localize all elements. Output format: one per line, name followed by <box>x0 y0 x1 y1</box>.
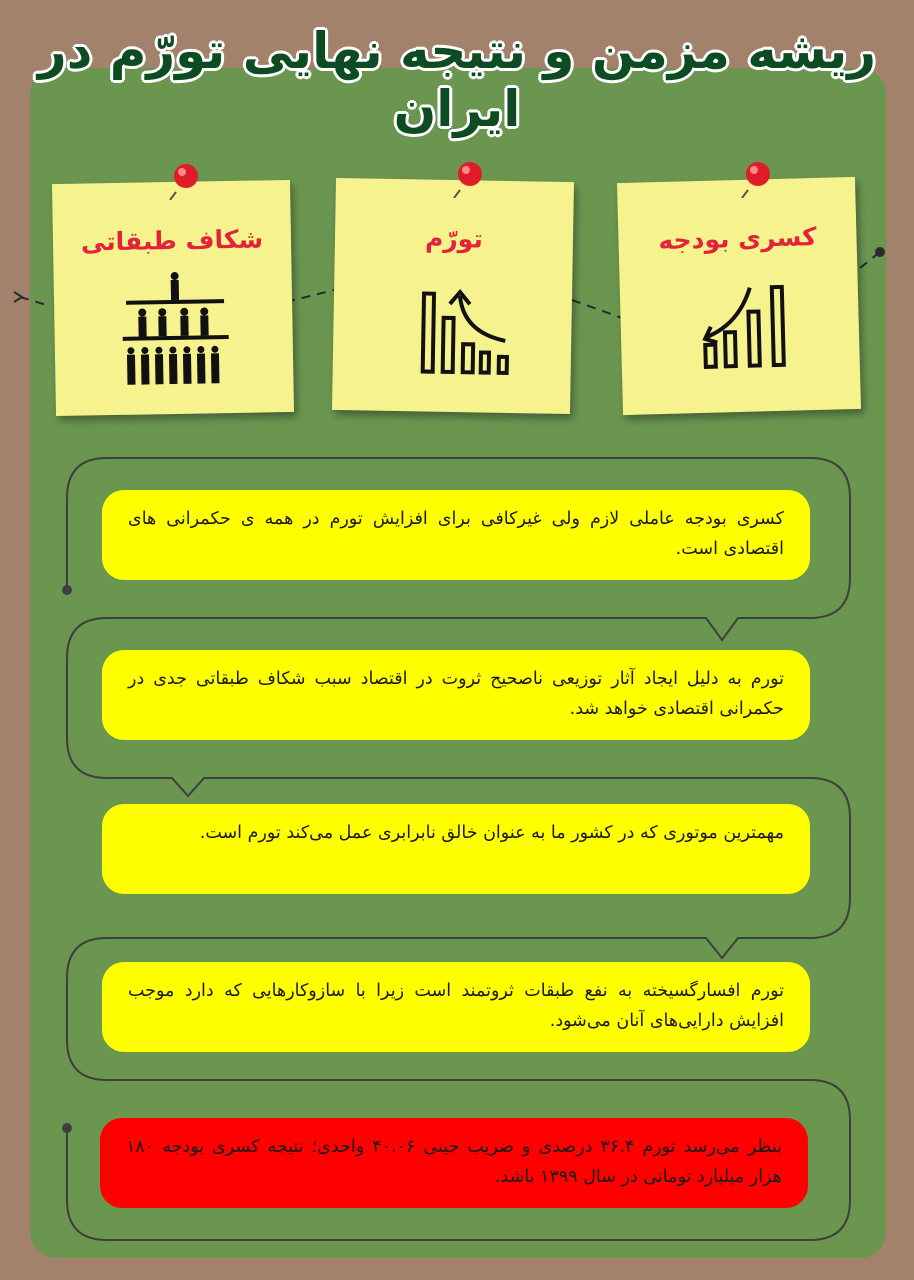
note-label: کسری بودجه <box>658 221 817 256</box>
people-pyramid-icon <box>120 269 232 389</box>
pushpin-icon <box>450 158 486 198</box>
note-class-gap <box>52 180 294 416</box>
pushpin-icon <box>738 158 774 198</box>
bars-up-arrow-icon <box>419 287 517 379</box>
statement-bubble <box>102 962 810 1052</box>
statement-text: تورم به دلیل ایجاد آثار توزیعی ناصحیح ثروت در اقتصاد سبب شکاف طبقاتی جدی در حکمرانی اقتصادی خواهد شد. <box>128 669 784 719</box>
note-budget-deficit <box>617 177 861 415</box>
statement-bubble <box>102 490 810 580</box>
statement-bubble <box>102 804 810 894</box>
note-label: تورّم <box>424 223 484 254</box>
bars-down-arrow-icon <box>698 278 800 373</box>
pushpin-icon <box>166 160 202 200</box>
statement-bubble <box>102 650 810 740</box>
statement-text: تورم افسارگسیخته به نفع طبقات ثروتمند است زیرا با سازوکارهایی که دارد موجب افزایش دارایی‌های آنان می‌شود. <box>128 981 784 1031</box>
statement-text: مهمترین موتوری که در کشور ما به عنوان خالق نابرابری عمل می‌کند تورم است. <box>199 823 784 843</box>
note-inflation <box>332 178 574 414</box>
page-title: ریشه مزمن و نتیجه نهایی تورّم در ایران <box>37 22 877 138</box>
statement-text: کسری بودجه عاملی لازم ولی غیرکافی برای افزایش تورم در همه ی حکمرانی های اقتصادی است. <box>128 509 784 559</box>
conclusion-text: بنظر می‌رسد تورم ۳۶.۴ درصدی و ضریب جینی ۴۰.۰۶ واحدی؛ نتیجه کسری بودجه ۱۸۰ هزار میلیارد تومانی در سال ۱۳۹۹ باشد. <box>126 1137 782 1187</box>
note-label: شکاف طبقاتی <box>80 224 264 257</box>
conclusion-bubble <box>100 1118 808 1208</box>
